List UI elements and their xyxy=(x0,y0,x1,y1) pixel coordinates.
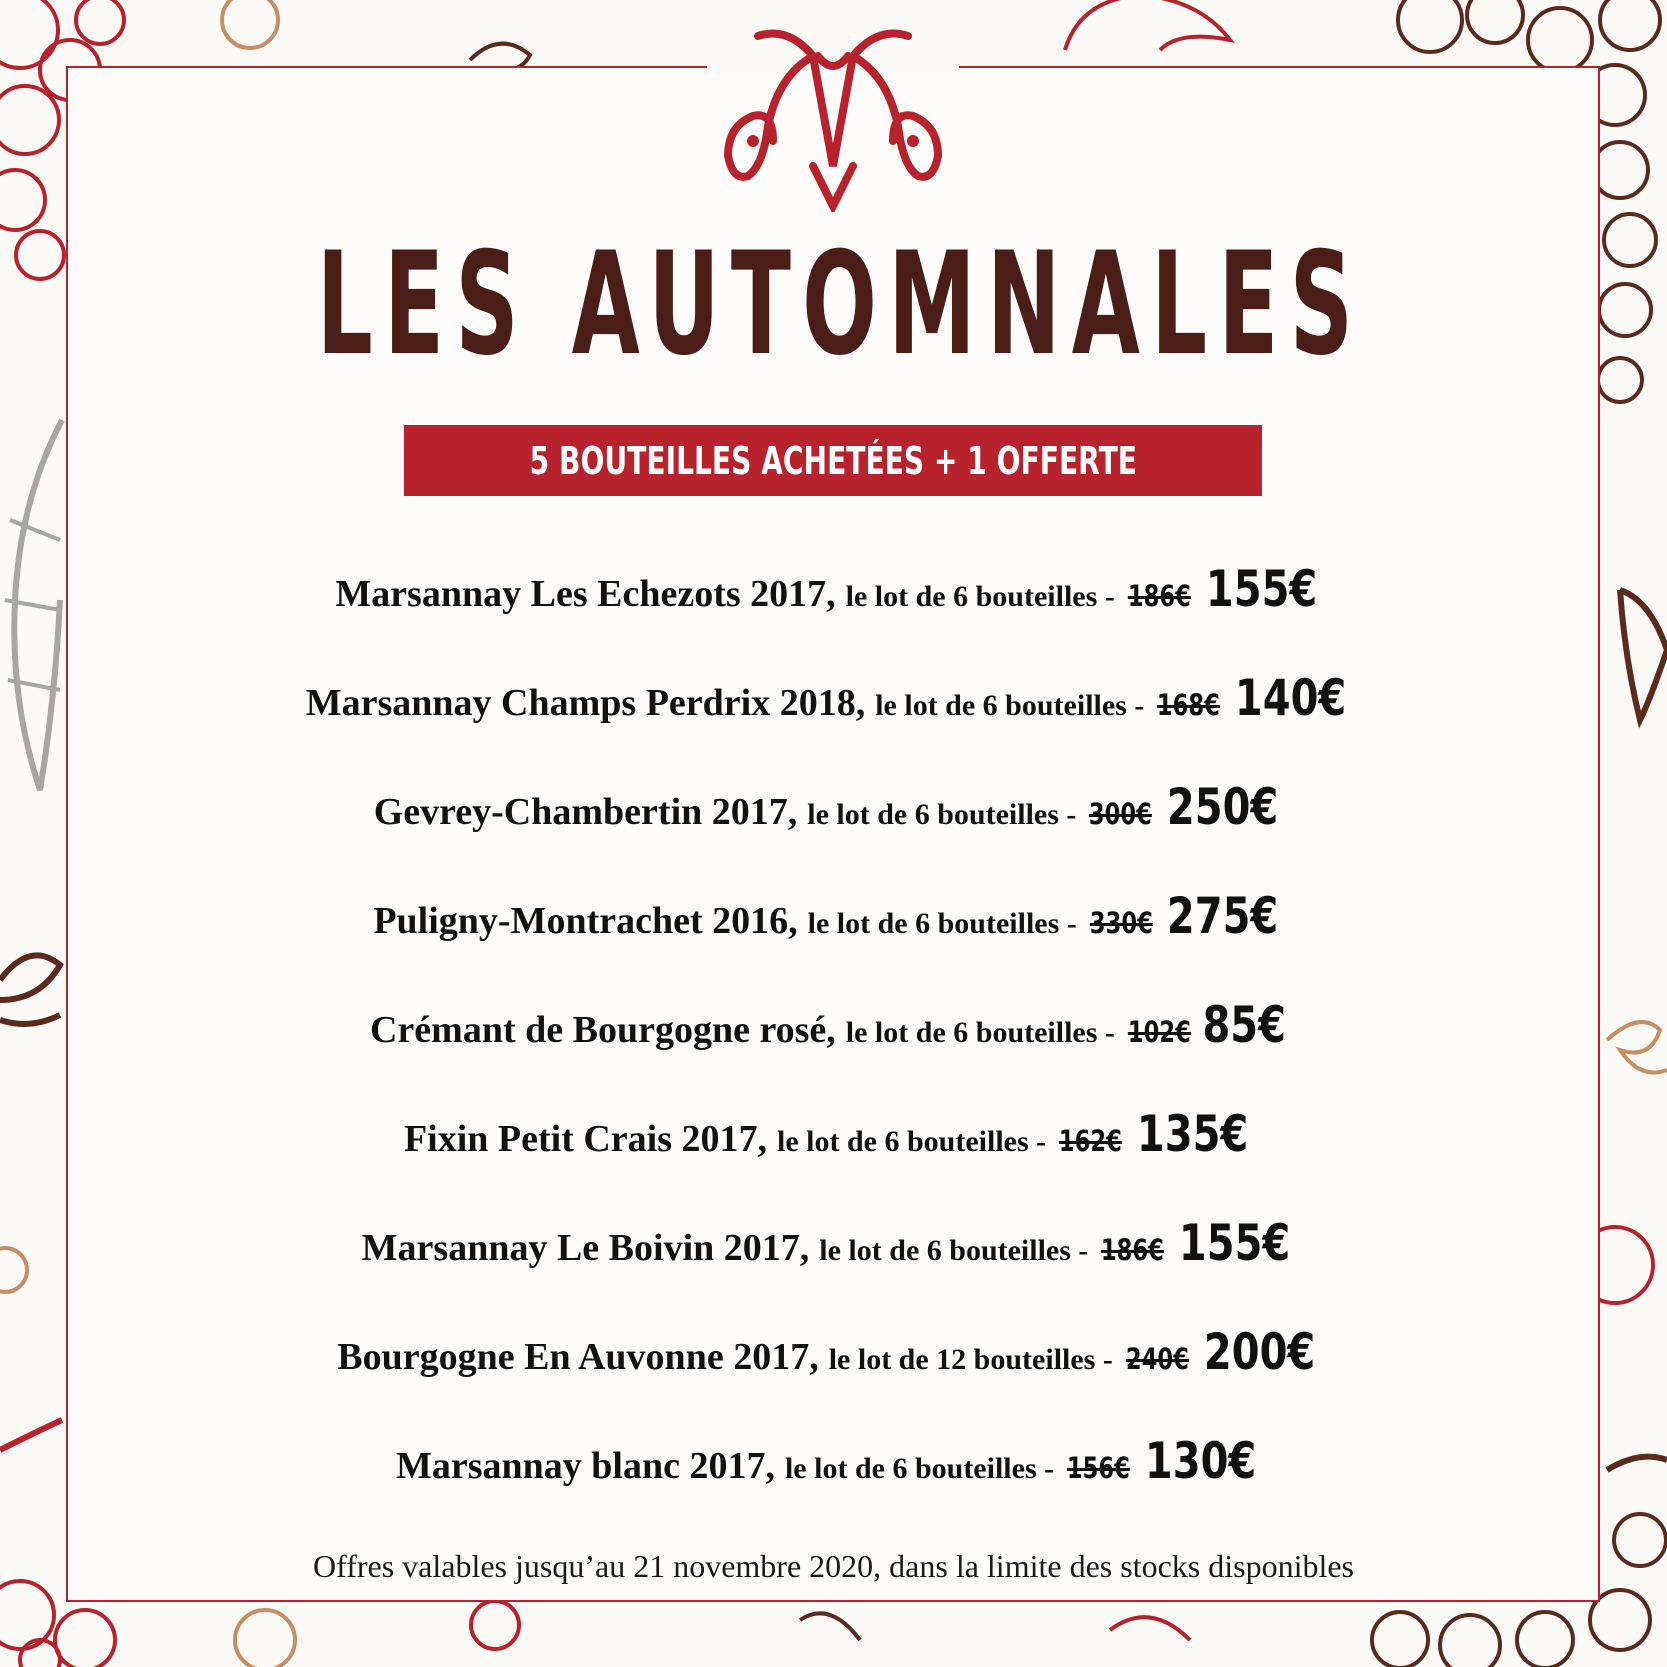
lot-size: le lot de 6 bouteilles - xyxy=(807,907,1077,940)
offer-item xyxy=(66,887,1600,996)
wine-name: Marsannay Champs Perdrix 2018, xyxy=(305,682,866,724)
lot-size: le lot de 6 bouteilles - xyxy=(845,1016,1115,1049)
offer-list xyxy=(66,560,1600,1541)
lot-size: le lot de 6 bouteilles - xyxy=(777,1125,1047,1158)
wine-name: Marsannay Les Echezots 2017, xyxy=(335,573,836,615)
lot-size: le lot de 6 bouteilles - xyxy=(819,1234,1089,1267)
offer-item xyxy=(66,778,1600,887)
old-price: 156€ xyxy=(1066,1451,1130,1485)
offer-item xyxy=(66,1214,1600,1323)
wine-name: Gevrey-Chambertin 2017, xyxy=(373,791,798,833)
old-price: 186€ xyxy=(1127,579,1191,613)
new-price: 155€ xyxy=(1179,1214,1291,1272)
old-price: 186€ xyxy=(1101,1233,1165,1267)
new-price: 85€ xyxy=(1202,996,1286,1054)
old-price: 300€ xyxy=(1089,797,1153,831)
lot-size: le lot de 12 bouteilles - xyxy=(828,1343,1113,1376)
old-price: 330€ xyxy=(1089,906,1153,940)
old-price: 168€ xyxy=(1157,688,1221,722)
new-price: 200€ xyxy=(1203,1323,1315,1381)
offer-item xyxy=(66,669,1600,778)
promo-banner xyxy=(404,425,1262,496)
offer-item xyxy=(66,1432,1600,1541)
lot-size: le lot de 6 bouteilles - xyxy=(875,689,1145,722)
wine-name: Marsannay Le Boivin 2017, xyxy=(361,1227,810,1269)
offer-item xyxy=(66,560,1600,669)
wine-name: Crémant de Bourgogne rosé, xyxy=(369,1009,836,1051)
wine-name: Marsannay blanc 2017, xyxy=(395,1445,775,1487)
validity-note: Offres valables jusqu’au 21 novembre 2020, dans la limite des stocks disponibles xyxy=(313,1548,1354,1584)
monogram-m-logo xyxy=(718,16,948,212)
lot-size: le lot de 6 bouteilles - xyxy=(845,580,1115,613)
new-price: 250€ xyxy=(1167,778,1279,836)
lot-size: le lot de 6 bouteilles - xyxy=(807,798,1077,831)
old-price: 162€ xyxy=(1059,1124,1122,1158)
wine-name: Bourgogne En Auvonne 2017, xyxy=(337,1336,819,1378)
offer-item xyxy=(66,996,1600,1105)
wine-name: Puligny-Montrachet 2016, xyxy=(373,900,798,942)
page-title: LES AUTOMNALES xyxy=(316,222,1365,387)
promo-banner-text: 5 BOUTEILLES ACHETÉES + 1 OFFERTE xyxy=(529,438,1137,483)
new-price: 155€ xyxy=(1205,560,1317,618)
new-price: 140€ xyxy=(1234,669,1347,727)
new-price: 135€ xyxy=(1136,1105,1249,1163)
new-price: 130€ xyxy=(1144,1432,1257,1490)
wine-name: Fixin Petit Crais 2017, xyxy=(403,1118,768,1160)
lot-size: le lot de 6 bouteilles - xyxy=(784,1452,1055,1485)
old-price: 102€ xyxy=(1127,1015,1191,1049)
offer-item xyxy=(66,1323,1600,1432)
old-price: 240€ xyxy=(1125,1342,1189,1376)
offer-item xyxy=(66,1105,1600,1214)
new-price: 275€ xyxy=(1167,887,1279,945)
